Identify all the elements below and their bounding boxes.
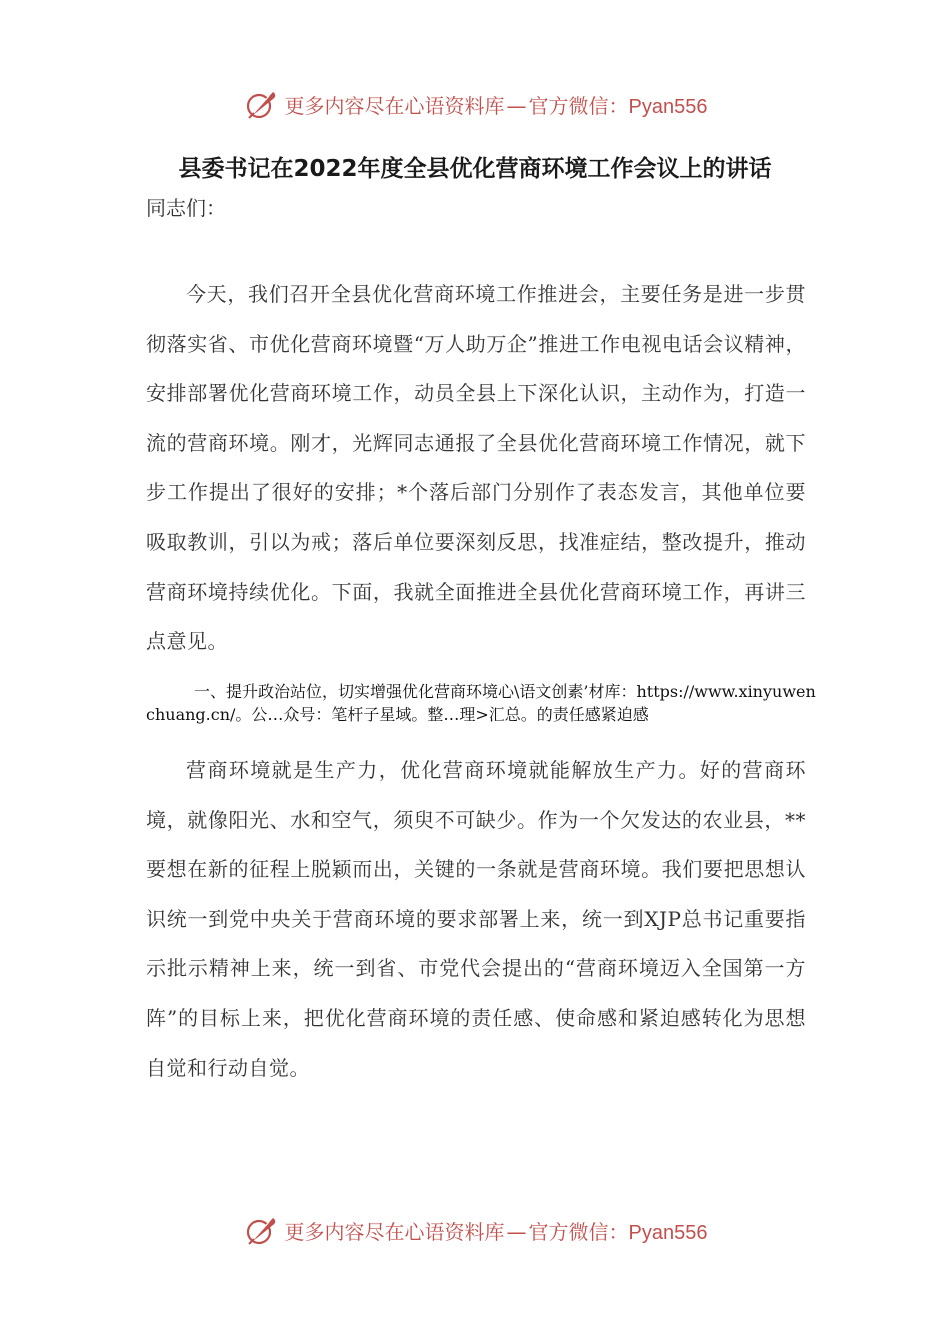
- banner-wechat-label: 官方微信：: [528, 1219, 629, 1244]
- footer-banner: [0, 1210, 950, 1250]
- banner-text: [285, 1216, 708, 1245]
- salutation: 同志们：: [146, 196, 226, 220]
- banner-dash: —: [506, 1219, 527, 1244]
- banner-wechat-label: 官方微信：: [528, 93, 629, 118]
- banner-text: [285, 90, 708, 119]
- paragraph-section-1: 营商环境就是生产力，优化营商环境就能解放生产力。好的营商环境，就像阳光、水和空气，须臾不可缺少。作为一个欠发达的农业县，**要想在新的征程上脱颖而出，关键的一条就是营商环境。我们要把思想认识统一到党中央关于营商环境的要求部署上来，统一到XJP总书记重要指示批示精神上来，统一到省、市党代会提出的“营商环境迈入全国第一方阵”的目标上来，把优化营商环境的责任感、使命感和紧迫感转化为思想自觉和行动自觉。: [146, 758, 806, 1080]
- quill-logo-icon: [243, 1212, 279, 1248]
- paragraph-intro: 今天，我们召开全县优化营商环境工作推进会，主要任务是进一步贯彻落实省、市优化营商环境暨“万人助万企”推进工作电视电话会议精神，安排部署优化营商环境工作，动员全县上下深化认识，主动作为，打造一流的营商环境。刚才，光辉同志通报了全县优化营商环境工作情况，就下步工作提出了很好的安排；*个落后部门分别作了表态发言，其他单位要吸取教训，引以为戒；落后单位要深刻反思，找准症结，整改提升，推动营商环境持续优化。下面，我就全面推进全县优化营商环境工作，再讲三点意见。: [146, 282, 806, 654]
- document-title: 县委书记在2022年度全县优化营商环境工作会议上的讲话: [178, 156, 772, 182]
- header-banner-inner: [243, 86, 708, 122]
- banner-wechat-handle: Pyan556: [628, 95, 708, 118]
- quill-logo-icon: [243, 86, 279, 122]
- banner-dash: —: [506, 93, 527, 118]
- header-banner: [0, 84, 950, 124]
- banner-slogan: 更多内容尽在心语资料库: [284, 93, 505, 118]
- footer-banner-inner: [243, 1212, 708, 1248]
- section-heading-1: 一、提升政治站位，切实增强优化营商环境心\语文创素’材库：https://www.xinyuwenchuang.cn/。公…众号：笔杆子星域。整…理>汇总。的责任感紧迫感: [146, 682, 816, 724]
- banner-wechat-handle: Pyan556: [628, 1221, 708, 1244]
- banner-slogan: 更多内容尽在心语资料库: [284, 1219, 505, 1244]
